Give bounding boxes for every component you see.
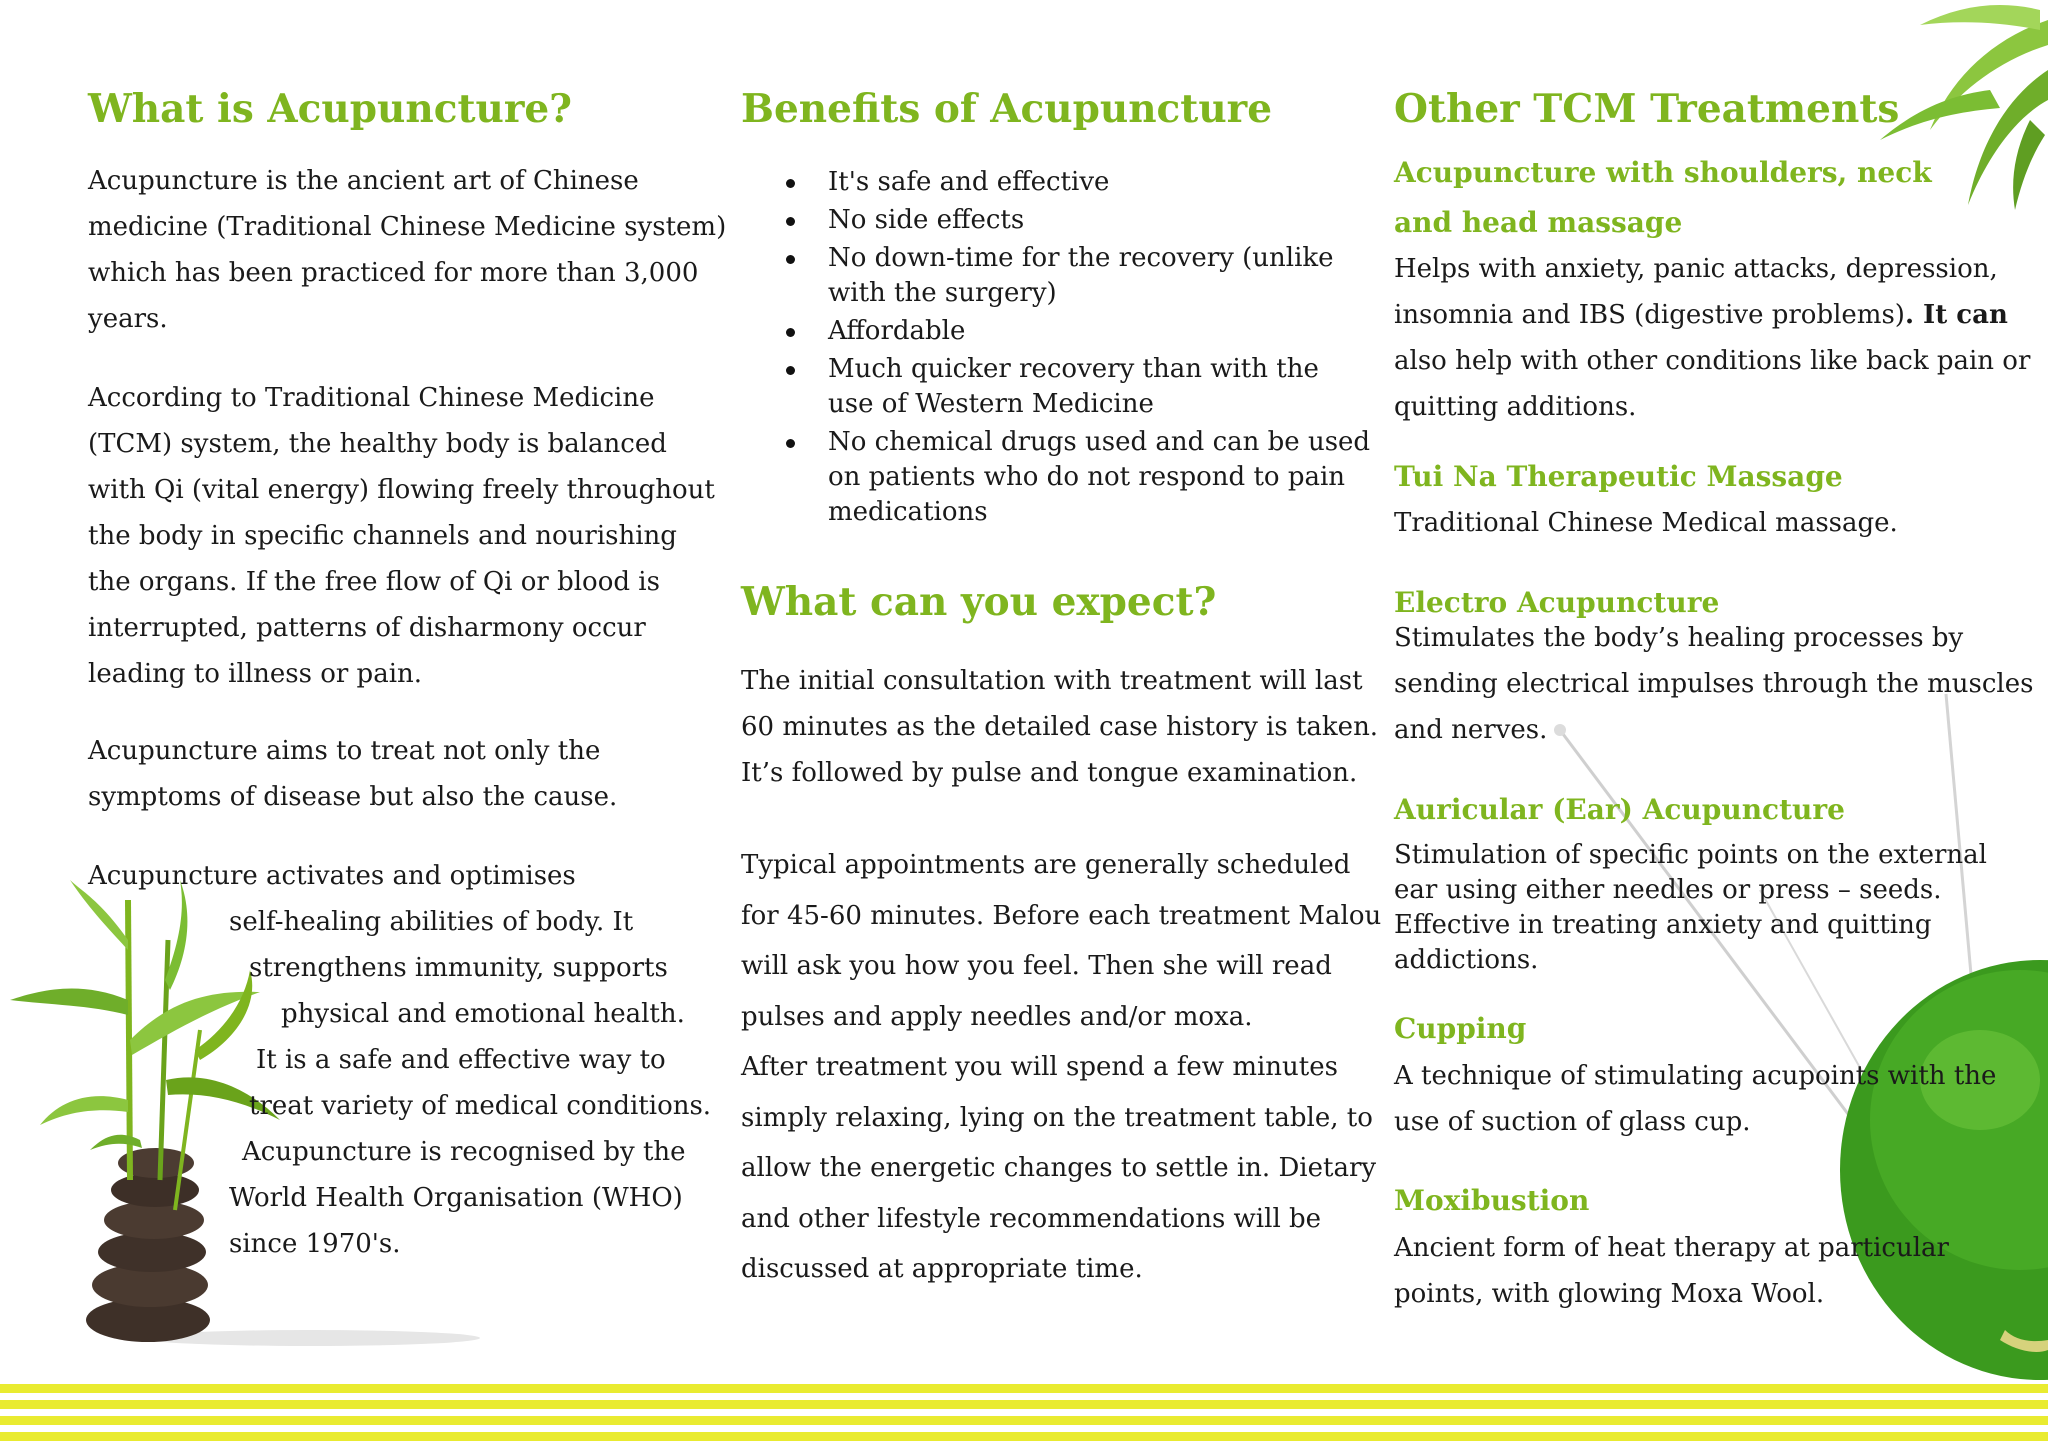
text-line: addictions. <box>1394 945 1539 975</box>
text-line: allow the energetic changes to settle in. Dietary <box>741 1153 1377 1183</box>
text-line: since 1970's. <box>229 1229 401 1259</box>
treatment-text-tui-na: Traditional Chinese Medical massage. <box>1394 508 1898 538</box>
text-line: points, with glowing Moxa Wool. <box>1394 1279 1825 1309</box>
bullet-icon <box>786 328 795 337</box>
text-line: According to Traditional Chinese Medicine <box>88 383 655 413</box>
aims-paragraph <box>88 728 617 820</box>
text-line: It’s followed by pulse and tongue examination. <box>741 758 1358 788</box>
text-line: Ancient form of heat therapy at particular <box>1394 1233 1949 1263</box>
text-line: discussed at appropriate time. <box>741 1254 1143 1284</box>
text-line: also help with other conditions like back pain or <box>1394 346 2031 376</box>
text-line: use of suction of glass cup. <box>1394 1107 1751 1137</box>
heading-what-is-acupuncture: What is Acupuncture? <box>88 86 573 132</box>
treatment-title-moxibustion: Moxibustion <box>1394 1184 1590 1217</box>
text-line: with Qi (vital energy) flowing freely throughout <box>88 475 715 505</box>
list-item-text: medications <box>828 497 988 527</box>
text-line: It is a safe and effective way to <box>256 1045 666 1075</box>
title-line: Acupuncture with shoulders, neck <box>1394 156 1932 189</box>
text-line: The initial consultation with treatment will last <box>741 666 1363 696</box>
text-line: Acupuncture is recognised by the <box>242 1137 686 1167</box>
treatment-text-auricular <box>1394 838 1987 978</box>
text-line: Effective in treating anxiety and quitting <box>1394 910 1932 940</box>
text-line: Acupuncture aims to treat not only the <box>88 736 601 766</box>
list-item-text: with the surgery) <box>828 278 1057 308</box>
text-line: quitting additions. <box>1394 392 1637 422</box>
treatment-title-auricular: Auricular (Ear) Acupuncture <box>1394 793 1845 826</box>
treatment-title-acupuncture-massage <box>1394 148 1932 248</box>
list-item <box>741 425 1370 530</box>
appointments-paragraph <box>741 840 1381 1295</box>
consultation-paragraph <box>741 658 1378 796</box>
list-item <box>741 165 1370 200</box>
text-line: treat variety of medical conditions. <box>249 1091 712 1121</box>
treatment-text-acupuncture-massage <box>1394 246 2030 430</box>
text-line: the organs. If the free flow of Qi or blood is <box>88 567 660 597</box>
list-item <box>741 241 1370 311</box>
text-line: and nerves. <box>1394 715 1548 745</box>
treatment-text-cupping <box>1394 1053 1996 1145</box>
text-line: symptoms of disease but also the cause. <box>88 782 618 812</box>
treatment-title-electro-acupuncture: Electro Acupuncture <box>1394 586 1720 619</box>
text-line: Acupuncture is the ancient art of Chinese <box>88 166 639 196</box>
text-line: leading to illness or pain. <box>88 659 423 689</box>
text-segment-bold: . It can <box>1904 300 2008 330</box>
benefits-list <box>741 165 1370 533</box>
list-item-text: use of Western Medicine <box>828 389 1154 419</box>
list-item-text: No down-time for the recovery (unlike <box>828 243 1334 273</box>
heading-benefits-of-acupuncture: Benefits of Acupuncture <box>741 86 1273 132</box>
list-item <box>741 203 1370 238</box>
list-item-text: Much quicker recovery than with the <box>828 354 1319 384</box>
treatment-text-moxibustion <box>1394 1225 1949 1317</box>
bullet-icon <box>786 217 795 226</box>
text-line: interrupted, patterns of disharmony occur <box>88 613 646 643</box>
yellow-stripes-decoration <box>0 1380 2048 1448</box>
title-line: and head massage <box>1394 206 1683 239</box>
list-item-text: on patients who do not respond to pain <box>828 462 1346 492</box>
text-line: will ask you how you feel. Then she will read <box>741 951 1332 981</box>
list-item-text: No side effects <box>828 205 1025 235</box>
tcm-paragraph <box>88 375 715 697</box>
bullet-icon <box>786 439 795 448</box>
text-line: and other lifestyle recommendations will be <box>741 1203 1322 1234</box>
text-line: Typical appointments are generally scheduled <box>741 850 1351 880</box>
text-line: the body in specific channels and nourishing <box>88 521 677 551</box>
bullet-icon <box>786 179 795 188</box>
text-line: After treatment you will spend a few minutes <box>741 1052 1338 1082</box>
text-line: Helps with anxiety, panic attacks, depression, <box>1394 254 1998 284</box>
text-line: self-healing abilities of body. It <box>229 907 634 937</box>
treatment-title-cupping: Cupping <box>1394 1012 1527 1045</box>
list-item-text: It's safe and effective <box>828 167 1110 197</box>
list-item-text: Affordable <box>828 316 966 346</box>
text-line: simply relaxing, lying on the treatment table, to <box>741 1102 1373 1133</box>
text-line: which has been practiced for more than 3,000 <box>88 258 699 288</box>
heading-what-can-you-expect: What can you expect? <box>741 579 1217 625</box>
text-line: years. <box>88 304 168 334</box>
heading-other-tcm-treatments: Other TCM Treatments <box>1394 86 1900 132</box>
text-segment: insomnia and IBS (digestive problems) <box>1394 300 1905 330</box>
bullet-icon <box>786 255 795 264</box>
text-line: A technique of stimulating acupoints with the <box>1394 1061 1997 1091</box>
activates-paragraph <box>88 853 711 1267</box>
text-line: strengthens immunity, supports <box>249 953 668 983</box>
text-line <box>1394 292 2030 338</box>
text-line: Stimulates the body’s healing processes by <box>1394 623 1964 653</box>
list-item <box>741 314 1370 349</box>
text-line: medicine (Traditional Chinese Medicine system) <box>88 212 727 242</box>
treatment-text-electro-acupuncture <box>1394 615 2033 753</box>
text-line: Stimulation of specific points on the external <box>1394 840 1987 870</box>
list-item <box>741 352 1370 422</box>
text-line: 60 minutes as the detailed case history is taken. <box>741 712 1379 742</box>
text-line: for 45-60 minutes. Before each treatment Malou <box>741 900 1382 931</box>
text-line: Acupuncture activates and optimises <box>88 861 576 891</box>
list-item-text: No chemical drugs used and can be used <box>828 427 1371 457</box>
treatment-title-tui-na: Tui Na Therapeutic Massage <box>1394 460 1843 493</box>
text-line: pulses and apply needles and/or moxa. <box>741 1001 1253 1032</box>
bullet-icon <box>786 366 795 375</box>
intro-paragraph <box>88 158 726 342</box>
text-line: ear using either needles or press – seeds. <box>1394 875 1942 905</box>
text-line: physical and emotional health. <box>281 999 685 1029</box>
text-line: sending electrical impulses through the muscles <box>1394 669 2034 699</box>
text-line: World Health Organisation (WHO) <box>229 1183 683 1213</box>
text-line: (TCM) system, the healthy body is balanced <box>88 429 667 459</box>
